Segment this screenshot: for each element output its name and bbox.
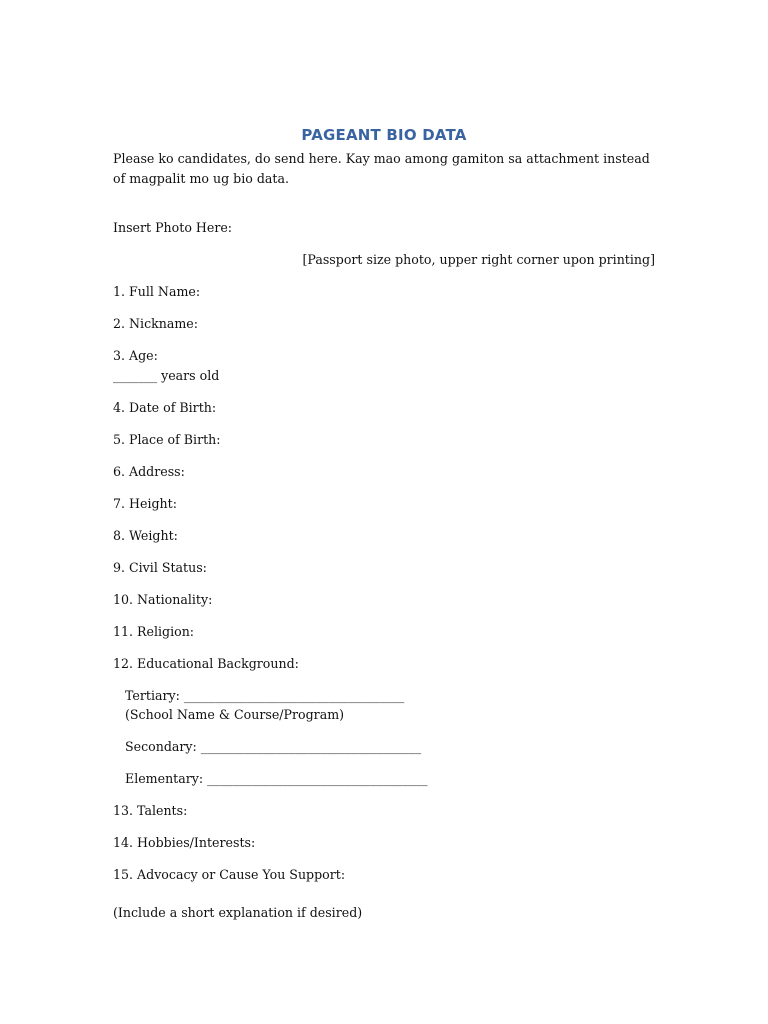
field-educational-background: 12. Educational Background:: [113, 656, 299, 671]
field-civil-status: 9. Civil Status:: [113, 560, 207, 575]
field-religion: 11. Religion:: [113, 624, 195, 639]
field-weight: 8. Weight:: [113, 528, 178, 543]
field-address: 6. Address:: [113, 464, 185, 479]
field-hobbies: 14. Hobbies/Interests:: [113, 835, 256, 850]
field-advocacy-hint: (Include a short explanation if desired): [113, 905, 363, 920]
document-title: PAGEANT BIO DATA: [301, 126, 467, 144]
field-height: 7. Height:: [113, 496, 177, 511]
field-age-blank: _______ years old: [113, 368, 220, 383]
field-nationality: 10. Nationality:: [113, 592, 213, 607]
field-talents: 13. Talents:: [113, 803, 188, 818]
field-date-of-birth: 4. Date of Birth:: [113, 400, 217, 415]
field-full-name: 1. Full Name:: [113, 284, 201, 299]
intro-paragraph: Please ko candidates, do send here. Kay mao among gamiton sa attachment instead of magpalit mo ug bio data.: [113, 151, 650, 186]
field-place-of-birth: 5. Place of Birth:: [113, 432, 221, 447]
field-advocacy: 15. Advocacy or Cause You Support:: [113, 867, 346, 882]
field-elementary: Elementary: ___________________________________: [125, 771, 428, 786]
field-tertiary: Tertiary: ___________________________________: [125, 688, 405, 703]
photo-note: [Passport size photo, upper right corner upon printing]: [302, 252, 655, 267]
field-nickname: 2. Nickname:: [113, 316, 199, 331]
field-secondary: Secondary: ___________________________________: [125, 739, 422, 754]
photo-label: Insert Photo Here:: [113, 220, 233, 235]
field-tertiary-hint: (School Name & Course/Program): [125, 707, 345, 722]
field-age: 3. Age:: [113, 348, 158, 363]
